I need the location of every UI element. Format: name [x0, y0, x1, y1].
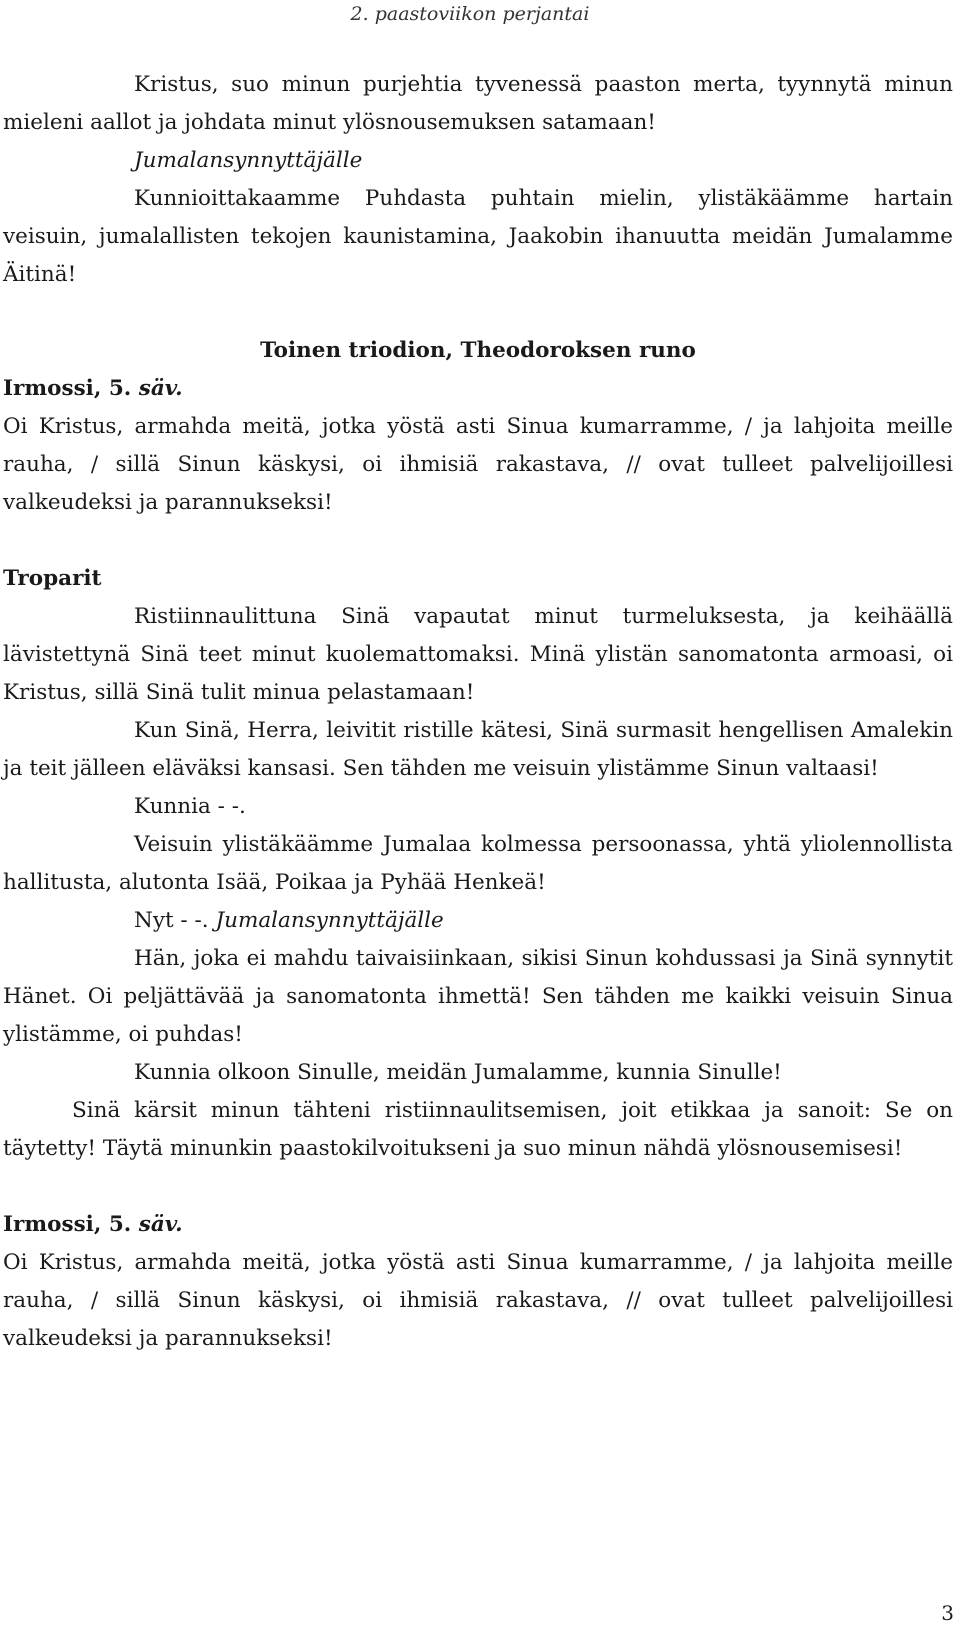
document-body — [3, 66, 953, 1358]
page-number: 3 — [941, 1601, 954, 1625]
paragraph: Oi Kristus, armahda meitä, jotka yöstä asti Sinua kumarramme, / ja lahjoita meille rauha, / sillä Sinun käskysi, oi ihmisiä rakastava, // ovat tulleet palvelijoillesi valkeudeksi ja parannukseksi! — [3, 414, 953, 515]
paragraph: Kunnioittakaamme Puhdasta puhtain mielin, ylistäkäämme hartain veisuin, jumalallisten tekojen kaunistamina, Jaakobin ihanuutta meidän Jumalamme Äitinä! — [3, 186, 953, 287]
tone-label: säv. — [138, 376, 183, 401]
glory-line: Kunnia - -. — [134, 794, 246, 819]
now-label: Nyt - -. — [134, 908, 209, 933]
section-label: Jumalansynnyttäjälle — [134, 148, 363, 173]
paragraph: Kristus, suo minun purjehtia tyvenessä paaston merta, tyynnytä minun mieleni aallot ja johdata minut ylösnousemuksen satamaan! — [3, 72, 953, 135]
paragraph: Hän, joka ei mahdu taivaisiinkaan, sikisi Sinun kohdussasi ja Sinä synnytit Hänet. Oi peljättävää ja sanomatonta ihmettä! Sen tähden me kaikki veisuin Sinua ylistämme, oi puhdas! — [3, 946, 953, 1047]
tone-label: säv. — [138, 1212, 183, 1237]
spacer — [3, 1168, 953, 1206]
paragraph: Sinä kärsit minun tähteni ristiinnaulitsemisen, joit etikkaa ja sanoit: Se on täytetty! Täytä minunkin paastokilvoitukseni ja suo minun nähdä ylösnousemisesi! — [3, 1098, 953, 1161]
section-heading: Toinen triodion, Theodoroksen runo — [260, 338, 696, 363]
paragraph: Kunnia olkoon Sinulle, meidän Jumalamme, kunnia Sinulle! — [134, 1060, 782, 1085]
paragraph: Oi Kristus, armahda meitä, jotka yöstä asti Sinua kumarramme, / ja lahjoita meille rauha, / sillä Sinun käskysi, oi ihmisiä rakastava, // ovat tulleet palvelijoillesi valkeudeksi ja parannukseksi! — [3, 1250, 953, 1351]
running-header: 2. paastoviikon perjantai — [350, 3, 590, 25]
troparia-heading: Troparit — [3, 566, 102, 591]
paragraph: Ristiinnaulittuna Sinä vapautat minut turmeluksesta, ja keihäällä lävistettynä Sinä teet minut kuolemattomaksi. Minä ylistän sanomatonta armoasi, oi Kristus, sillä Sinä tulit minua pelastamaan! — [3, 604, 953, 705]
now-line — [3, 902, 953, 940]
theotokion-label: Jumalansynnyttäjälle — [215, 908, 444, 933]
irmos-heading — [3, 370, 953, 408]
paragraph: Veisuin ylistäkäämme Jumalaa kolmessa persoonassa, yhtä yliolennollista hallitusta, alutonta Isää, Poikaa ja Pyhää Henkeä! — [3, 832, 953, 895]
irmos-label: Irmossi, 5. — [3, 376, 132, 401]
spacer — [3, 522, 953, 560]
irmos-heading — [3, 1206, 953, 1244]
irmos-label: Irmossi, 5. — [3, 1212, 132, 1237]
paragraph: Kun Sinä, Herra, leivitit ristille kätesi, Sinä surmasit hengellisen Amalekin ja teit jälleen eläväksi kansasi. Sen tähden me veisuin ylistämme Sinun valtaasi! — [3, 718, 953, 781]
